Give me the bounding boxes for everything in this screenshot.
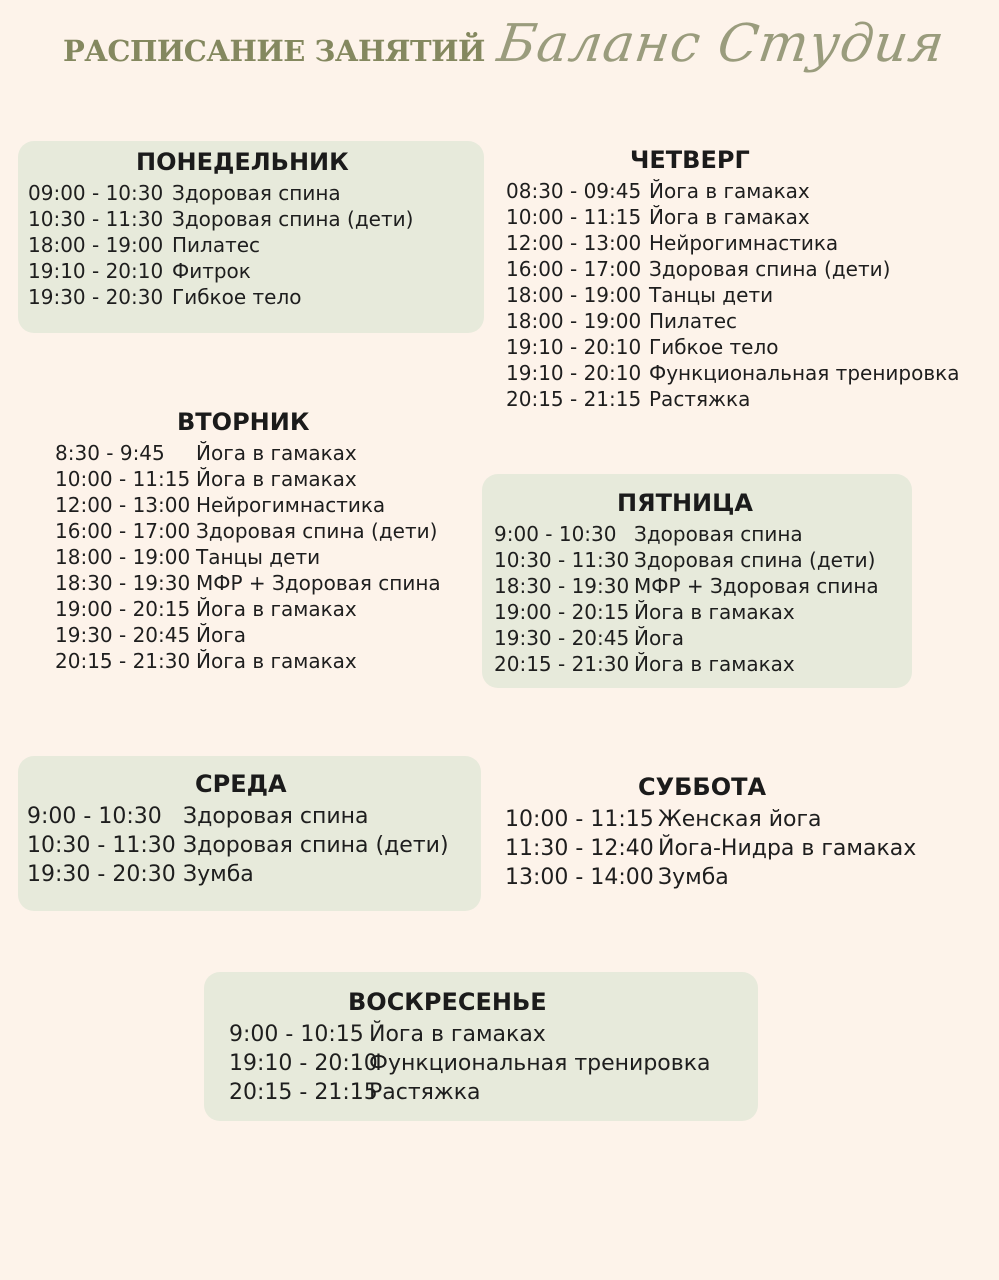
schedule-row [506,308,965,334]
schedule-row [505,863,916,892]
class-name: Растяжка [649,387,751,411]
day-title: ПОНЕДЕЛЬНИК [136,148,349,176]
schedule-row [494,625,879,651]
class-time: 20:15 - 21:30 [494,652,630,676]
day-monday [28,148,413,310]
class-time: 18:30 - 19:30 [55,571,191,595]
class-time: 19:30 - 20:30 [28,285,164,309]
schedule-row-highlighted [55,492,391,518]
class-name: Здоровая спина (дети) [196,519,438,543]
class-name: Танцы дети [649,283,774,307]
schedule-row [506,334,965,360]
class-time: 08:30 - 09:45 [506,179,642,203]
schedule-row [55,440,441,466]
class-time: 20:15 - 21:15 [506,387,642,411]
class-name: Зумба [183,862,254,887]
day-title: ПЯТНИЦА [617,489,753,517]
class-name: Йога в гамаках [196,597,357,621]
class-name: Нейрогимнастика [649,231,839,255]
class-time: 20:15 - 21:15 [229,1080,378,1105]
class-time: 12:00 - 13:00 [55,493,191,517]
class-time: 19:10 - 20:10 [229,1051,378,1076]
day-title: СУББОТА [638,773,767,801]
class-name: Йога в гамаках [196,467,357,491]
class-time: 19:10 - 20:10 [506,361,642,385]
class-name: Йога в гамаках [634,600,795,624]
class-time: 19:00 - 20:15 [55,597,191,621]
class-name: Гибкое тело [649,335,779,359]
schedule-row [494,547,879,573]
day-thursday [506,146,965,412]
class-name: Здоровая спина [183,804,369,829]
schedule-row-highlighted [506,282,779,308]
schedule-row [55,596,441,622]
class-name: Здоровая спина (дети) [634,548,876,572]
schedule-row [55,648,441,674]
class-name: Функциональная тренировка [649,361,960,385]
class-time: 18:00 - 19:00 [506,283,642,307]
class-time: 19:30 - 20:45 [494,626,630,650]
class-time: 18:00 - 19:00 [506,309,642,333]
schedule-row [494,651,879,677]
day-title: ЧЕТВЕРГ [630,146,750,174]
schedule-row [506,178,965,204]
class-name: Йога в гамаках [634,652,795,676]
class-time: 19:10 - 20:10 [506,335,642,359]
class-name: Гибкое тело [172,285,302,309]
class-time: 09:00 - 10:30 [28,181,164,205]
class-time: 18:00 - 19:00 [28,233,164,257]
class-name: Женская йога [658,807,822,832]
schedule-row [494,599,879,625]
schedule-row [55,570,441,596]
day-wednesday [27,770,449,889]
schedule-row [55,466,441,492]
schedule-row [229,1020,717,1049]
class-name: Пилатес [649,309,738,333]
page-title: РАСПИСАНИЕ ЗАНЯТИЙ [63,34,485,68]
schedule-row [229,1078,717,1107]
schedule-row [27,860,449,889]
class-name: Йога [634,626,684,650]
day-title: СРЕДА [195,770,287,798]
schedule-row [55,518,441,544]
schedule-row-highlighted [506,230,844,256]
day-friday [494,489,879,677]
day-title: ВОСКРЕСЕНЬЕ [348,988,547,1016]
schedule-row [494,573,879,599]
schedule-row [27,831,449,860]
schedule-row [494,521,879,547]
class-name: Йога [196,623,246,647]
schedule-row-highlighted [506,360,965,386]
class-time: 10:30 - 11:30 [27,833,176,858]
class-name: Йога-Нидра в гамаках [658,836,917,861]
schedule-row [27,802,449,831]
class-time: 16:00 - 17:00 [506,257,642,281]
schedule-row [28,232,413,258]
class-time: 10:00 - 11:15 [506,205,642,229]
class-name: Йога в гамаках [649,205,810,229]
schedule-row-highlighted [55,544,326,570]
class-name: Здоровая спина (дети) [172,207,414,231]
day-sunday [229,988,717,1107]
schedule-row-highlighted [229,1049,717,1078]
class-time: 8:30 - 9:45 [55,441,165,465]
class-time: 9:00 - 10:30 [27,804,162,829]
class-time: 9:00 - 10:15 [229,1022,364,1047]
class-name: МФР + Здоровая спина [634,574,879,598]
class-time: 20:15 - 21:30 [55,649,191,673]
class-time: 19:00 - 20:15 [494,600,630,624]
class-time: 16:00 - 17:00 [55,519,191,543]
class-name: Растяжка [369,1080,481,1105]
studio-brand-logo: Баланс Студия [493,14,949,74]
class-name: Йога в гамаках [196,649,357,673]
class-name: Йога в гамаках [196,441,357,465]
schedule-row [55,622,441,648]
class-name: Здоровая спина (дети) [183,833,449,858]
day-tuesday [55,408,441,674]
class-time: 19:10 - 20:10 [28,259,164,283]
class-time: 10:00 - 11:15 [55,467,191,491]
schedule-row [28,180,413,206]
schedule-row [506,204,965,230]
class-time: 10:00 - 11:15 [505,807,654,832]
class-time: 13:00 - 14:00 [505,865,654,890]
class-name: Пилатес [172,233,261,257]
day-saturday [505,773,916,892]
class-time: 9:00 - 10:30 [494,522,617,546]
schedule-row [505,805,916,834]
class-name: МФР + Здоровая спина [196,571,441,595]
class-time: 19:30 - 20:45 [55,623,191,647]
class-name: Танцы дети [196,545,321,569]
class-time: 11:30 - 12:40 [505,836,654,861]
schedule-row [506,386,965,412]
day-title: ВТОРНИК [177,408,310,436]
class-time: 10:30 - 11:30 [28,207,164,231]
class-time: 18:30 - 19:30 [494,574,630,598]
schedule-row [28,284,413,310]
class-name: Зумба [658,865,729,890]
class-name: Здоровая спина [634,522,803,546]
class-name: Фитрок [172,259,251,283]
class-time: 12:00 - 13:00 [506,231,642,255]
class-name: Йога в гамаках [369,1022,546,1047]
class-time: 10:30 - 11:30 [494,548,630,572]
class-name: Здоровая спина [172,181,341,205]
class-time: 18:00 - 19:00 [55,545,191,569]
class-name: Функциональная тренировка [369,1051,711,1076]
schedule-row [505,834,916,863]
schedule-row [506,256,965,282]
class-time: 19:30 - 20:30 [27,862,176,887]
class-name: Здоровая спина (дети) [649,257,891,281]
class-name: Йога в гамаках [649,179,810,203]
class-name: Нейрогимнастика [196,493,386,517]
schedule-row [28,206,413,232]
schedule-row-highlighted [28,258,257,284]
